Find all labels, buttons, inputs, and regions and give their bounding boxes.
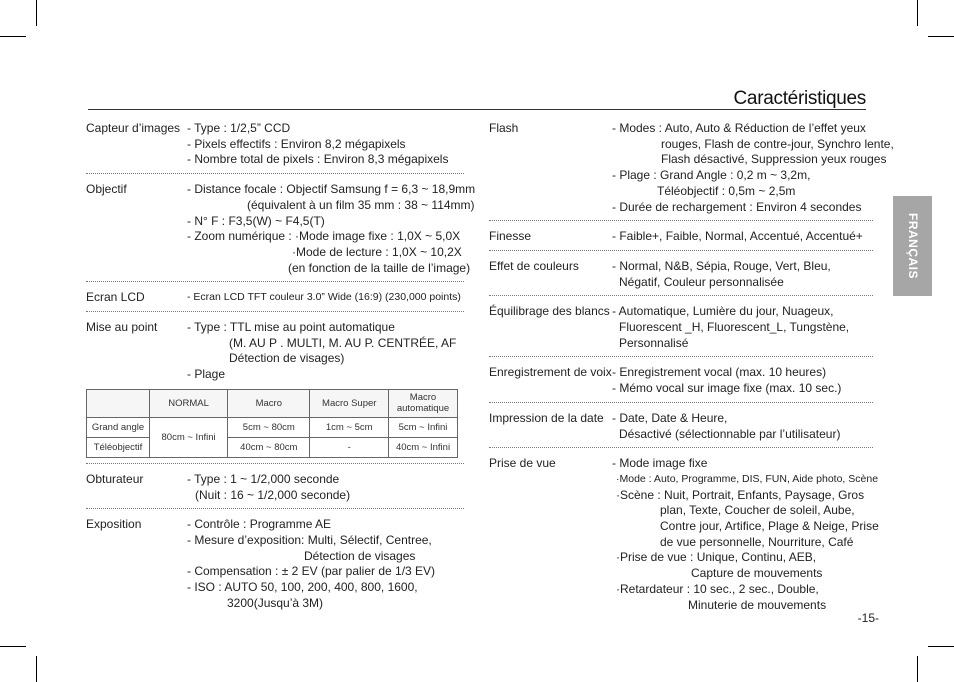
spec-label: Équilibrage des blancs — [489, 304, 610, 319]
spec-value-line: (en fonction de la taille de l’image) — [288, 260, 471, 275]
left-spec-column — [86, 121, 476, 611]
spec-row — [489, 365, 873, 396]
table-row-label: Téléobjectif — [87, 437, 150, 457]
spec-value-line: Détection de visages — [304, 548, 416, 563]
page-title: Caractéristiques — [733, 88, 866, 109]
table-row — [87, 417, 458, 437]
crop-mark — [0, 646, 26, 647]
spec-value-line: - Mesure d’exposition: Multi, Sélectif, Centree, — [187, 532, 432, 547]
spec-value-line: ·Mode de lecture : 1,0X ~ 10,2X — [292, 244, 462, 259]
section-divider — [489, 250, 873, 251]
spec-value-line: - Enregistrement vocal (max. 10 heures) — [612, 365, 827, 380]
spec-values — [187, 290, 464, 306]
page-number: -15- — [857, 611, 879, 625]
crop-mark — [0, 36, 26, 37]
spec-label: Obturateur — [86, 471, 144, 486]
crop-mark — [36, 656, 37, 682]
spec-values — [612, 259, 873, 290]
spec-value-line: Personnalisé — [619, 335, 689, 350]
spec-value-line: - ISO : AUTO 50, 100, 200, 400, 800, 1600, — [187, 580, 418, 595]
spec-values — [612, 229, 873, 245]
spec-value-line: Flash désactivé, Suppression yeux rouges — [661, 152, 887, 167]
language-tab-label: FRANÇAIS — [905, 213, 920, 279]
spec-row — [86, 472, 464, 503]
section-divider — [86, 281, 464, 282]
spec-row — [86, 182, 476, 276]
spec-label: Enregistrement de voix — [489, 365, 612, 380]
table-cell-macro-auto: 40cm ~ Infini — [389, 437, 458, 457]
spec-value-line: - Type : 1/2,5” CCD — [187, 121, 291, 135]
spec-value-line: - Nombre total de pixels : Environ 8,3 mégapixels — [187, 152, 449, 167]
crop-mark — [917, 0, 918, 26]
spec-value-line: - Type : TTL mise au point automatique — [187, 320, 395, 335]
spec-label: Exposition — [86, 517, 142, 532]
table-cell-macro: 40cm ~ 80cm — [228, 437, 310, 457]
spec-value-line: Détection de visages) — [229, 351, 345, 366]
spec-values — [187, 517, 464, 611]
table-header-row — [87, 389, 458, 417]
section-divider — [489, 402, 873, 403]
spec-value-line: - Ecran LCD TFT couleur 3.0” Wide (16:9) (230,000 points) — [187, 291, 461, 304]
spec-values — [187, 182, 476, 276]
section-divider — [489, 356, 873, 357]
spec-row — [86, 121, 464, 168]
table-header-normal: NORMAL — [150, 389, 228, 417]
spec-value-line: - Plage — [187, 367, 226, 382]
spec-values — [612, 121, 894, 215]
right-spec-column — [489, 121, 894, 613]
table-cell-macro-super: 1cm ~ 5cm — [310, 417, 389, 437]
spec-label: Capteur d’images — [86, 121, 181, 135]
title-rule — [88, 109, 866, 110]
spec-label: Objectif — [86, 182, 127, 197]
spec-value-line: ·Scène : Nuit, Portrait, Enfants, Paysage, Gros — [616, 487, 865, 502]
spec-value-line: - Plage : Grand Angle : 0,2 m ~ 3,2m, — [612, 168, 811, 183]
spec-value-line: Fluorescent _H, Fluorescent_L, Tungstène, — [619, 320, 850, 335]
spec-value-line: 3200(Jusqu’à 3M) — [227, 595, 324, 610]
spec-label: Impression de la date — [489, 410, 604, 425]
spec-row — [489, 456, 879, 613]
table-header-macro-super: Macro Super — [310, 389, 389, 417]
section-divider — [86, 311, 464, 312]
spec-value-line: ·Mode : Auto, Programme, DIS, FUN, Aide photo, Scène — [616, 472, 879, 485]
spec-value-line: Minuterie de mouvements — [688, 597, 827, 612]
spec-value-line: - Distance focale : Objectif Samsung f = 6,3 ~ 18,9mm — [187, 182, 476, 197]
table-corner-cell — [87, 389, 150, 417]
spec-values — [612, 365, 873, 396]
spec-value-line: - Contrôle : Programme AE — [187, 517, 332, 532]
spec-row — [489, 229, 873, 245]
table-cell-macro-auto: 5cm ~ Infini — [389, 417, 458, 437]
spec-value-line: - Zoom numérique : ·Mode image fixe : 1,0X ~ 5,0X — [187, 229, 461, 244]
spec-value-line: ·Retardateur : 10 sec., 2 sec., Double, — [616, 581, 819, 596]
spec-value-line: ·Prise de vue : Unique, Continu, AEB, — [616, 550, 817, 565]
crop-mark — [917, 656, 918, 682]
spec-label: Prise de vue — [489, 456, 556, 471]
spec-value-line: Téléobjectif : 0,5m ~ 2,5m — [657, 183, 796, 198]
spec-label: Flash — [489, 121, 519, 135]
table-header-macro: Macro — [228, 389, 310, 417]
spec-label: Ecran LCD — [86, 290, 145, 305]
spec-value-line: - Modes : Auto, Auto & Réduction de l’effet yeux — [612, 121, 866, 135]
spec-label: Effet de couleurs — [489, 258, 579, 273]
spec-value-line: rouges, Flash de contre-jour, Synchro lente, — [661, 136, 894, 151]
spec-values — [187, 472, 464, 503]
section-divider — [86, 508, 464, 509]
spec-value-line: - N° F : F3,5(W) ~ F4,5(T) — [187, 213, 325, 228]
spec-value-line: - Automatique, Lumière du jour, Nuageux, — [612, 304, 834, 319]
spec-row — [489, 259, 873, 290]
table-cell-macro: 5cm ~ 80cm — [228, 417, 310, 437]
spec-row — [489, 411, 873, 442]
table-row — [87, 437, 458, 457]
section-divider — [86, 173, 464, 174]
spec-value-line: - Compensation : ± 2 EV (par palier de 1/3 EV) — [187, 564, 436, 579]
spec-value-line: Désactivé (sélectionnable par l’utilisateur) — [619, 426, 841, 441]
spec-value-line: - Pixels effectifs : Environ 8,2 mégapixels — [187, 136, 406, 151]
spec-value-line: (Nuit : 16 ~ 1/2,000 seconde) — [195, 487, 351, 502]
crop-mark — [928, 646, 954, 647]
spec-value-line: - Mode image fixe — [612, 456, 708, 471]
spec-value-line: (équivalent à un film 35 mm : 38 ~ 114mm) — [247, 197, 475, 212]
spec-row — [489, 121, 894, 215]
spec-value-line: de vue personnelle, Nourriture, Café — [660, 534, 854, 549]
language-tab — [893, 196, 932, 296]
focus-range-table — [86, 389, 458, 458]
section-divider — [489, 295, 873, 296]
spec-values — [612, 411, 873, 442]
spec-value-line: - Normal, N&B, Sépia, Rouge, Vert, Bleu, — [612, 258, 831, 273]
spec-label: Finesse — [489, 229, 532, 244]
spec-value-line: - Mémo vocal sur image fixe (max. 10 sec.) — [612, 381, 842, 396]
spec-row — [86, 320, 464, 458]
spec-values — [612, 456, 879, 613]
spec-values — [187, 320, 464, 383]
section-divider — [489, 447, 873, 448]
spec-values — [187, 121, 464, 168]
table-header-macro-auto: Macro automatique — [389, 389, 458, 417]
spec-value-line: (M. AU P . MULTI, M. AU P. CENTRÉE, AF — [229, 335, 457, 350]
spec-row — [86, 290, 464, 306]
spec-value-line: Négatif, Couleur personnalisée — [619, 274, 784, 289]
spec-value-line: - Faible+, Faible, Normal, Accentué, Accentué+ — [612, 229, 863, 244]
spec-values — [612, 304, 873, 351]
spec-value-line: - Durée de rechargement : Environ 4 secondes — [612, 199, 862, 214]
table-cell-normal: 80cm ~ Infini — [150, 417, 228, 457]
spec-value-line: Contre jour, Artifice, Plage & Neige, Prise — [660, 519, 879, 534]
spec-value-line: - Date, Date & Heure, — [612, 410, 728, 425]
section-divider — [86, 463, 464, 464]
spec-value-line: Capture de mouvements — [691, 566, 823, 581]
spec-row — [489, 304, 873, 351]
spec-label: Mise au point — [86, 320, 158, 335]
table-cell-macro-super: - — [310, 437, 389, 457]
crop-mark — [928, 36, 954, 37]
spec-row — [86, 517, 464, 611]
spec-value-line: plan, Texte, Coucher de soleil, Aube, — [660, 503, 855, 518]
section-divider — [489, 220, 873, 221]
spec-value-line: - Type : 1 ~ 1/2,000 seconde — [187, 471, 340, 486]
crop-mark — [36, 0, 37, 26]
table-row-label: Grand angle — [87, 417, 150, 437]
